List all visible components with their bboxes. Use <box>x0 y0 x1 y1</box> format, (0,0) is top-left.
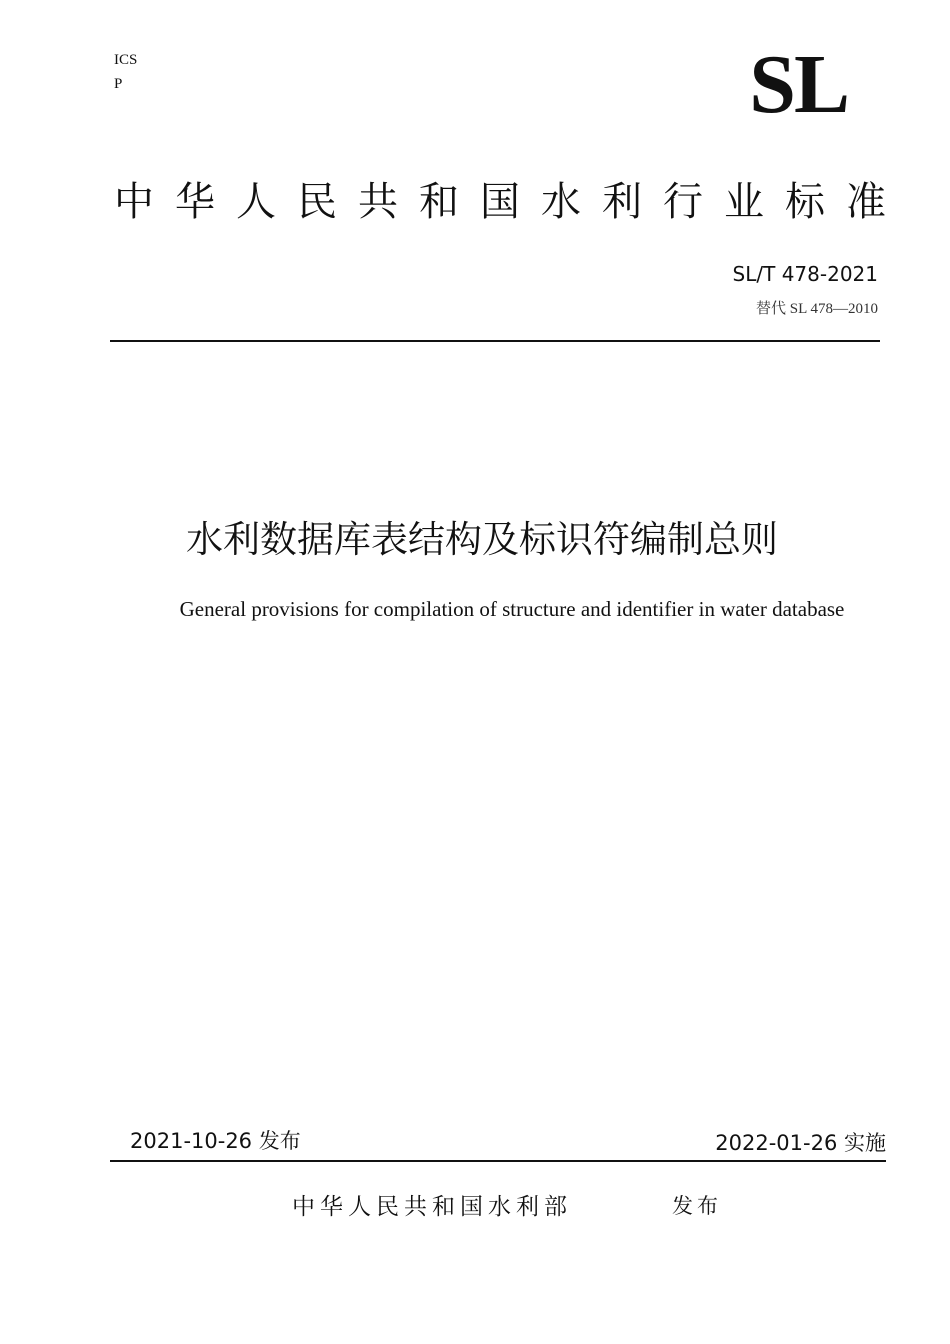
issue-date: 2021-10-26 发布 <box>130 1129 301 1153</box>
publisher-name: 中华人民共和国水利部 <box>292 1194 572 1220</box>
standard-number: SL/T 478-2021 <box>732 262 878 286</box>
sl-logo: SL <box>749 38 848 131</box>
classification-codes <box>114 48 137 96</box>
publish-label: 发布 <box>672 1194 722 1218</box>
ics-label: ICS <box>114 52 138 68</box>
category-label: P <box>114 76 123 92</box>
top-divider <box>110 340 880 342</box>
main-title: 中华人民共和国水利行业标准 <box>114 179 907 225</box>
implementation-date: 2022-01-26 实施 <box>715 1131 886 1155</box>
bottom-divider <box>110 1160 886 1162</box>
replaces-note: 替代 SL 478—2010 <box>756 301 878 317</box>
document-title-english: General provisions for compilation of structure and identifier in water database <box>179 597 845 621</box>
document-title-chinese: 水利数据库表结构及标识符编制总则 <box>186 518 778 561</box>
